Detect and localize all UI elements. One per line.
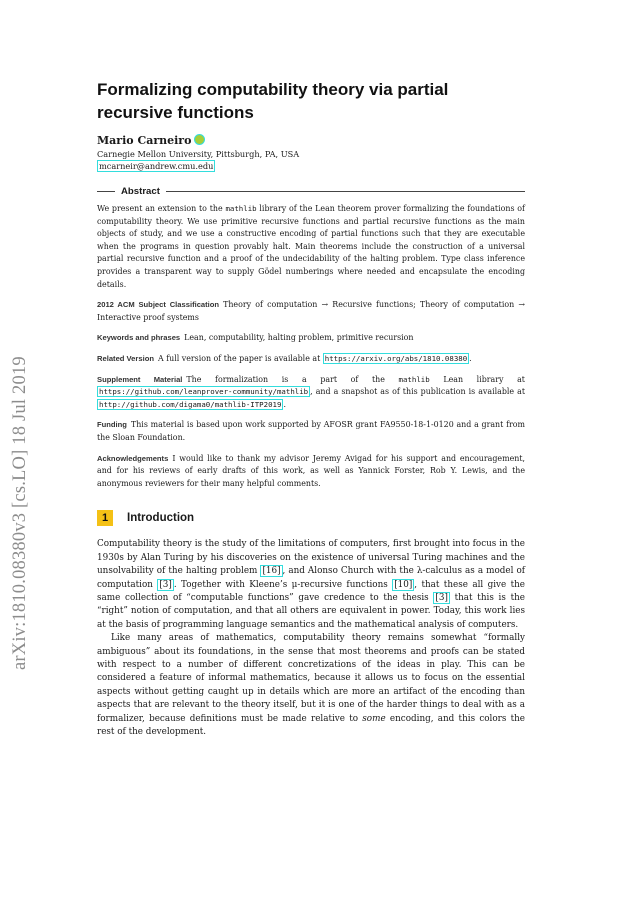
abstract-heading-label: Abstract bbox=[121, 186, 160, 197]
acknowledgements bbox=[97, 453, 525, 491]
supplement-lib-name: mathlib bbox=[398, 374, 430, 384]
keywords bbox=[97, 332, 525, 345]
citation-3-link-second[interactable]: [3] bbox=[435, 592, 448, 603]
abstract-heading bbox=[97, 186, 525, 197]
acm-classification bbox=[97, 299, 525, 324]
author-affiliation: Carnegie Mellon University, Pittsburgh, PA, USA bbox=[97, 149, 300, 159]
intro-p1-text-a: Computability theory is the study of the limitations of computers, first brought into focus in the 1930s by Alan Turing by his discoveries on the existence of universal Turing machines and the unsolvability of the halting problem bbox=[97, 539, 525, 577]
author-email-link[interactable]: mcarneir@andrew.cmu.edu bbox=[99, 161, 214, 171]
abstract-text-part2: library of the Lean theorem prover formalizing the foundations of computability theory. We use primitive recursive functions and partial recursive functions as the main objects of study, and we use a constructive encoding of partial functions such that they are executable when the programs in question provably halt. Main theorems include the construction of a universal partial recursive function and a proof of the undecidability of the halting problem. Type class inference provides a transparent way to supply Gödel numberings where needed and encapsulate the encoding details. bbox=[97, 204, 525, 289]
supplement-end: . bbox=[283, 399, 286, 409]
supplement-text2: Lean library at bbox=[443, 374, 525, 384]
supplement-text1: The formalization is a part of the bbox=[186, 374, 385, 384]
intro-p2-emphasis: some bbox=[362, 713, 386, 724]
keywords-text: Lean, computability, halting problem, primitive recursion bbox=[184, 333, 414, 343]
supplement-label: Supplement Material bbox=[97, 374, 183, 384]
related-text: A full version of the paper is available at bbox=[157, 353, 321, 363]
intro-p2-text-b: encoding, and this colors the rest of the development. bbox=[97, 713, 526, 737]
intro-p1-text-c: . Together with Kleene’s μ-recursive functions bbox=[173, 579, 388, 590]
related-end: . bbox=[469, 353, 472, 363]
abstract-lib-name: mathlib bbox=[225, 204, 257, 213]
related-url-link[interactable]: https://arxiv.org/abs/1810.08380 bbox=[324, 353, 468, 363]
orcid-icon[interactable] bbox=[194, 134, 205, 145]
intro-p1-text-b: , and Alonso Church with the λ-calculus as a model of computation bbox=[97, 566, 526, 590]
funding-text: This material is based upon work supported by AFOSR grant FA9550-18-1-0120 and a grant from the Sloan Foundation. bbox=[97, 420, 525, 442]
citation-10-link[interactable]: [10] bbox=[394, 579, 413, 590]
supplement-text3: , and a snapshot as of this publication is available at bbox=[310, 387, 525, 397]
paper-title: Formalizing computability theory via partial recursive functions bbox=[97, 80, 449, 122]
abstract-rule-left bbox=[97, 191, 115, 192]
citation-3-link[interactable]: [3] bbox=[159, 579, 172, 590]
related-version bbox=[97, 353, 525, 366]
intro-p1-text-e: that this is the “right” notion of computation, and that all others are equivalent in power. Today, this work lies at the basis of programming language semantics and the mathematical analysis of computers. bbox=[97, 592, 525, 630]
abstract-text-part1: We present an extension to the bbox=[97, 204, 223, 213]
acm-label: 2012 ACM Subject Classification bbox=[97, 300, 220, 310]
intro-p1-text-d: , that these all give the same collection of “computable functions” gave credence to the thesis bbox=[97, 579, 526, 603]
intro-paragraph-1 bbox=[97, 538, 525, 632]
abstract-text bbox=[97, 203, 525, 291]
author-name: Mario Carneiro bbox=[97, 134, 192, 147]
section-number-badge: 1 bbox=[97, 510, 113, 526]
funding bbox=[97, 419, 525, 444]
keywords-label: Keywords and phrases bbox=[97, 333, 181, 343]
funding-label: Funding bbox=[97, 420, 127, 430]
acm-text: Theory of computation → Recursive functions; Theory of computation → Interactive proof systems bbox=[97, 300, 525, 322]
supplement-url1-link[interactable]: https://github.com/leanprover-community/mathlib bbox=[99, 387, 309, 397]
intro-p2-text-a: Like many areas of mathematics, computability theory remains somewhat “formally ambiguous” about its foundations, in the sense that most theorems and proofs can be stated with respect to a number of different concretizations of the ideas in play. This can be considered a feature of informal mathematics, because it allows us to focus on the essential aspects without getting caught up in details which are more an artifact of the encoding than aspects that are relevant to the theory itself, but it is one of the harder things to deal with as a formalizer, because definitions must be made relative to bbox=[97, 633, 525, 724]
section-title: Introduction bbox=[127, 512, 195, 525]
supplement-url2-link[interactable]: http://github.com/digama0/mathlib-ITP2019 bbox=[99, 399, 282, 409]
acknowledgements-label: Acknowledgements bbox=[97, 453, 169, 463]
intro-paragraph-2 bbox=[97, 632, 525, 739]
section-heading-introduction bbox=[97, 510, 525, 526]
related-label: Related Version bbox=[97, 353, 154, 363]
arxiv-side-stamp: arXiv:1810.08380v3 [cs.LO] 18 Jul 2019 bbox=[10, 356, 30, 670]
acknowledgements-text: I would like to thank my advisor Jeremy Avigad for his support and encouragement, and for his reviews of early drafts of this work, as well as Yannick Forster, Rob Y. Lewis, and the anonymous reviewers for their many helpful comments. bbox=[97, 453, 525, 488]
paper-page bbox=[97, 78, 525, 739]
citation-16-link[interactable]: [16] bbox=[262, 566, 281, 577]
author-line bbox=[97, 134, 525, 148]
abstract-rule-right bbox=[166, 191, 525, 192]
supplement-material bbox=[97, 374, 525, 412]
